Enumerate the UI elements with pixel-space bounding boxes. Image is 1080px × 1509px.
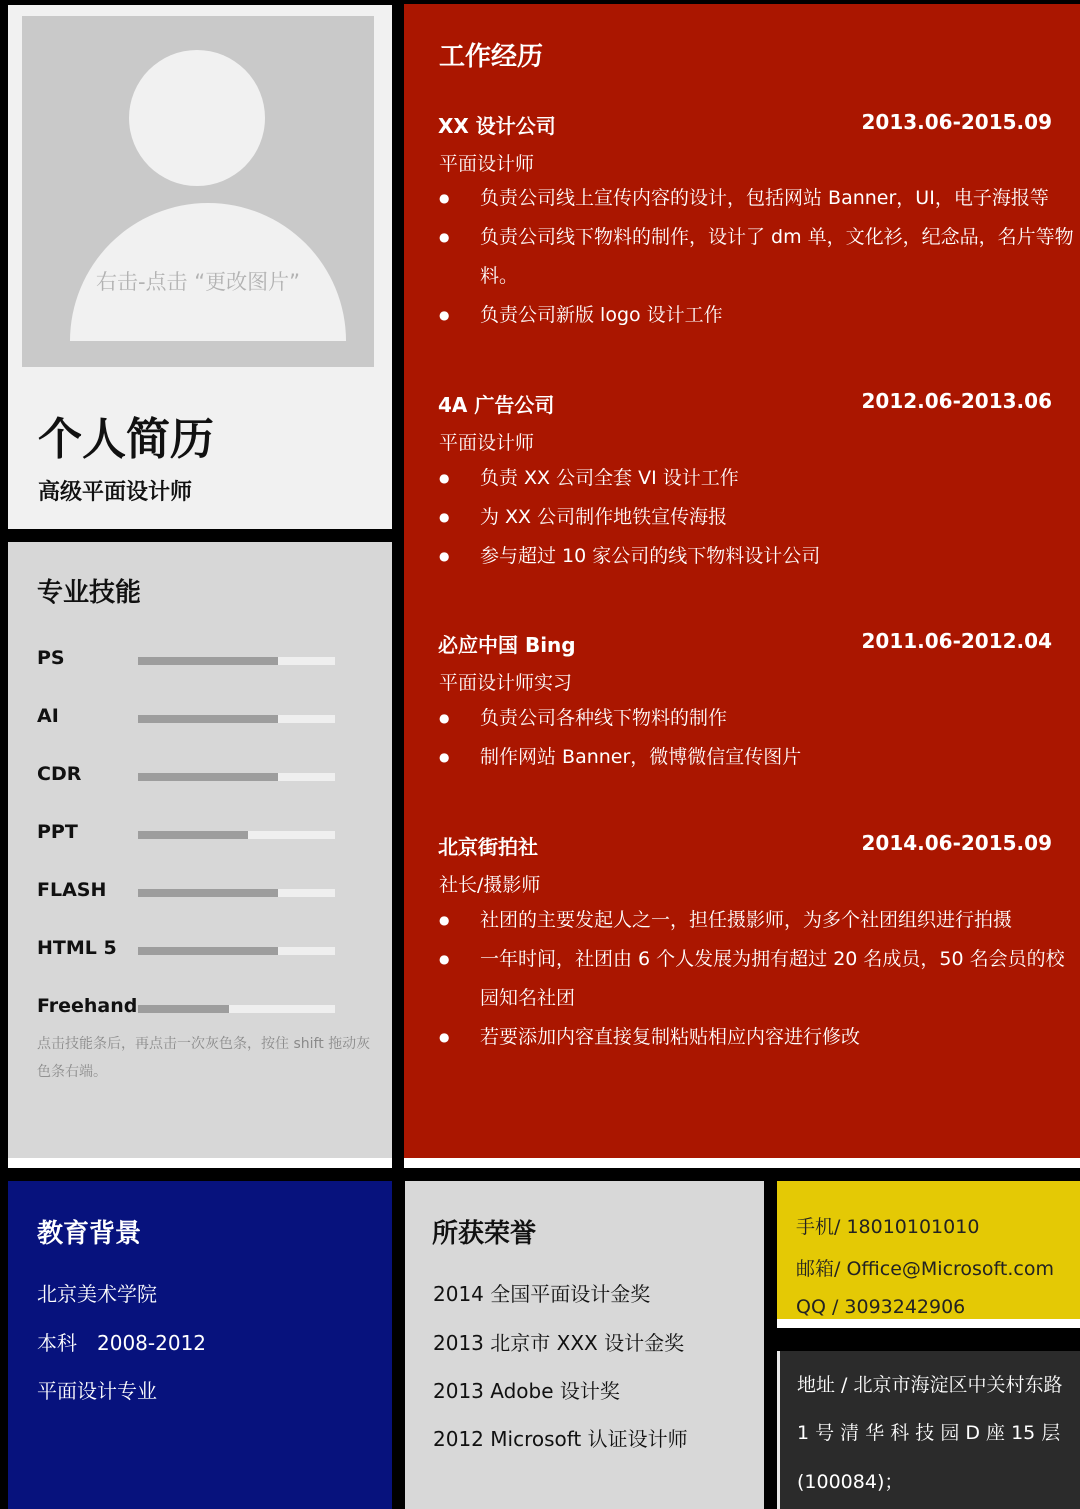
skill-bar-fill[interactable] — [138, 773, 278, 781]
work-experience-card — [404, 4, 1080, 1168]
honor-item: 2013 北京市 XXX 设计金奖 — [433, 1331, 685, 1355]
skill-bar[interactable] — [138, 889, 335, 897]
job-period: 2014.06-2015.09 — [861, 831, 1052, 855]
honor-item: 2013 Adobe 设计奖 — [433, 1379, 620, 1403]
job-bullets — [438, 699, 1078, 777]
address-line: 1 号 清 华 科 技 园 D 座 15 层 — [797, 1422, 1061, 1444]
job-period: 2012.06-2013.06 — [861, 389, 1052, 413]
skill-bar-fill[interactable] — [138, 947, 278, 955]
job-bullet: ● 一年时间，社团由 6 个人发展为拥有超过 20 名成员，50 名会员的校园知名社团 — [438, 940, 1078, 1018]
skill-bar[interactable] — [138, 1005, 335, 1013]
contact-card — [777, 1181, 1080, 1328]
avatar-head-shape — [129, 50, 265, 186]
job-bullets — [438, 901, 1078, 1057]
skill-bar-fill[interactable] — [138, 715, 278, 723]
job-bullet: ● 负责公司新版 logo 设计工作 — [438, 296, 1078, 335]
job-role: 平面设计师实习 — [439, 672, 573, 694]
skill-name: Freehand — [37, 995, 138, 1017]
job-company: 北京街拍社 — [438, 835, 538, 859]
skills-title: 专业技能 — [37, 578, 142, 608]
contact-qq: QQ / 3093242906 — [796, 1296, 966, 1318]
job-bullet: ● 负责公司各种线下物料的制作 — [438, 699, 1078, 738]
contact-email: 邮箱/ Office@Microsoft.com — [796, 1258, 1054, 1280]
address-card — [777, 1351, 1080, 1509]
skill-bar[interactable] — [138, 773, 335, 781]
skill-bar[interactable] — [138, 947, 335, 955]
job-company: 必应中国 Bing — [438, 633, 576, 657]
skill-bar-fill[interactable] — [138, 889, 278, 897]
skill-bar[interactable] — [138, 831, 335, 839]
photo-change-hint: 右击-点击 “更改图片” — [95, 270, 300, 294]
honor-item: 2012 Microsoft 认证设计师 — [433, 1427, 688, 1451]
skill-bar-fill[interactable] — [138, 831, 248, 839]
education-major: 平面设计专业 — [37, 1379, 157, 1403]
job-role: 社长/摄影师 — [439, 874, 541, 896]
job-bullet: ● 负责 XX 公司全套 VI 设计工作 — [438, 459, 1078, 498]
education-school: 北京美术学院 — [37, 1282, 157, 1306]
address-line: 地址 / 北京市海淀区中关村东路 — [797, 1374, 1063, 1396]
job-bullet: ● 制作网站 Banner，微博微信宣传图片 — [438, 738, 1078, 777]
job-company: XX 设计公司 — [438, 114, 556, 138]
work-title: 工作经历 — [439, 42, 544, 72]
job-bullet: ● 负责公司线下物料的制作，设计了 dm 单，文化衫，纪念品，名片等物料。 — [438, 218, 1078, 296]
skill-bar-fill[interactable] — [138, 1005, 229, 1013]
skill-bar[interactable] — [138, 715, 335, 723]
job-bullet: ● 负责公司线上宣传内容的设计，包括网站 Banner，UI，电子海报等 — [438, 179, 1078, 218]
avatar-placeholder[interactable] — [22, 16, 374, 367]
job-bullet: ● 参与超过 10 家公司的线下物料设计公司 — [438, 537, 1078, 576]
job-company: 4A 广告公司 — [438, 393, 555, 417]
education-degree-period: 本科 2008-2012 — [37, 1331, 207, 1355]
job-bullets — [438, 179, 1078, 335]
skills-card — [8, 542, 392, 1168]
skill-name: CDR — [37, 763, 82, 785]
job-period: 2011.06-2012.04 — [861, 629, 1052, 653]
address-line: (100084)； — [797, 1471, 904, 1493]
profile-card — [8, 5, 392, 529]
job-bullets — [438, 459, 1078, 576]
skill-name: HTML 5 — [37, 937, 117, 959]
contact-phone: 手机/ 18010101010 — [796, 1216, 980, 1238]
skill-name: PPT — [37, 821, 78, 843]
resume-subtitle: 高级平面设计师 — [38, 480, 193, 505]
skill-name: AI — [37, 705, 59, 727]
skill-bar-fill[interactable] — [138, 657, 278, 665]
job-role: 平面设计师 — [439, 432, 535, 454]
skill-name: FLASH — [37, 879, 107, 901]
job-bullet: ● 若要添加内容直接复制粘贴相应内容进行修改 — [438, 1018, 1078, 1057]
job-bullet: ● 为 XX 公司制作地铁宣传海报 — [438, 498, 1078, 537]
honor-item: 2014 全国平面设计金奖 — [433, 1282, 651, 1306]
education-card — [8, 1181, 392, 1509]
honors-card — [405, 1181, 764, 1509]
education-title: 教育背景 — [37, 1219, 142, 1249]
skill-bar[interactable] — [138, 657, 335, 665]
job-role: 平面设计师 — [439, 153, 535, 175]
job-period: 2013.06-2015.09 — [861, 110, 1052, 134]
resume-title: 个人简历 — [38, 414, 214, 465]
skill-name: PS — [37, 647, 65, 669]
honors-title: 所获荣誉 — [432, 1219, 537, 1249]
job-bullet: ● 社团的主要发起人之一，担任摄影师，为多个社团组织进行拍摄 — [438, 901, 1078, 940]
skills-note: 点击技能条后，再点击一次灰色条，按住 shift 拖动灰色条右端。 — [37, 1036, 371, 1080]
